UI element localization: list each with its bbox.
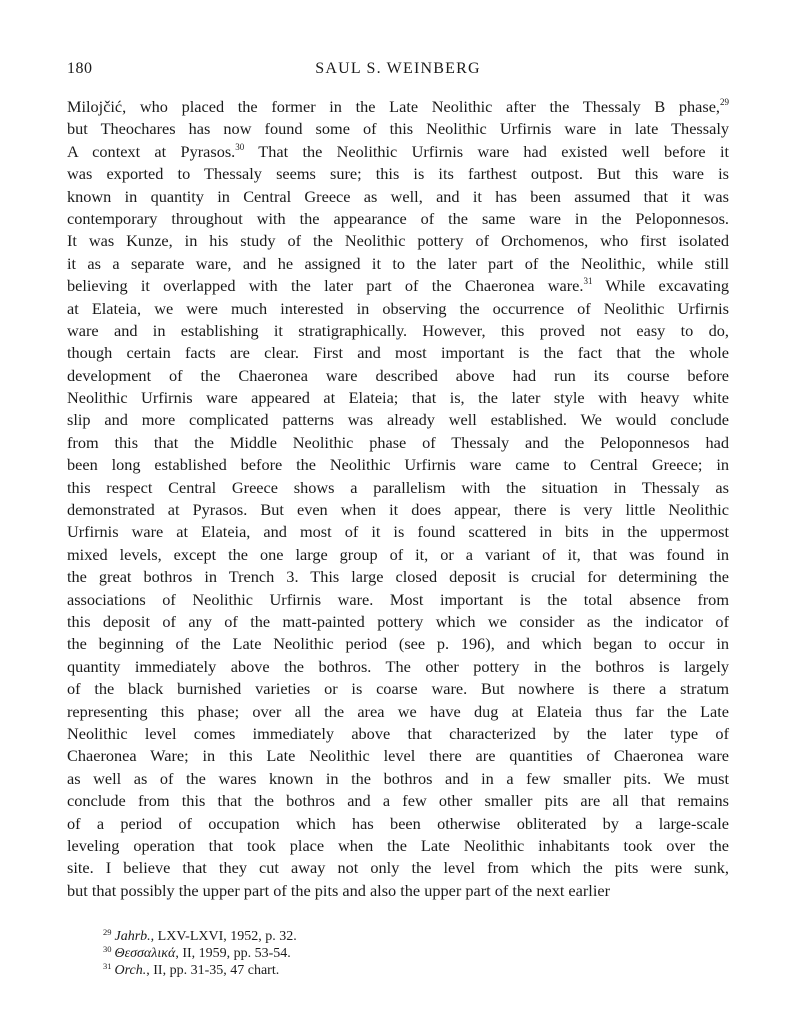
line-text: it as a separate ware, and he assigned it to the later part of the Neolithic, while still <box>67 253 729 273</box>
footnote-number: 31 <box>103 961 112 972</box>
line-text: was exported to Thessaly seems sure; this is its farthest outpost. But this ware is <box>67 164 729 184</box>
text-line <box>67 342 729 364</box>
text-line <box>67 768 729 790</box>
text-line <box>67 163 729 185</box>
line-text: this deposit of any of the matt-painted pottery which we consider as the indicator of <box>67 611 729 631</box>
line-text: Milojčić, who placed the former in the Late Neolithic after the Thessaly B phase, <box>67 97 720 116</box>
text-line <box>67 521 729 543</box>
line-text: representing this phase; over all the area we have dug at Elateia thus far the Late <box>67 701 729 721</box>
line-text: but Theochares has now found some of this Neolithic Urfirnis ware in late Thessaly <box>67 119 729 139</box>
line-text: this respect Central Greece shows a parallelism with the situation in Thessaly as <box>67 477 729 497</box>
line-text: Neolithic level comes immediately above that characterized by the later type of <box>67 723 729 743</box>
text-line <box>67 141 729 163</box>
text-line <box>67 544 729 566</box>
footnote-number: 30 <box>103 944 112 955</box>
text-line <box>67 678 729 700</box>
line-text: of a period of occupation which has been otherwise obliterated by a large-scale <box>67 813 729 833</box>
footnote-reference[interactable]: 31 <box>583 276 593 287</box>
text-line <box>67 880 729 902</box>
text-line <box>67 298 729 320</box>
line-text-continued: While excavating <box>592 276 729 296</box>
line-text: of the black burnished varieties or is coarse ware. But nowhere is there a stratum <box>67 679 729 699</box>
line-text: A context at Pyrasos. <box>67 141 236 161</box>
text-line <box>67 723 729 745</box>
line-text: Chaeronea Ware; in this Late Neolithic level there are quantities of Chaeronea ware <box>67 746 729 766</box>
text-line <box>67 387 729 409</box>
footnote <box>103 962 729 979</box>
line-text: quantity immediately above the bothros. The other pottery in the bothros is largely <box>67 656 729 676</box>
text-line <box>67 701 729 723</box>
text-line <box>67 275 729 297</box>
text-line <box>67 589 729 611</box>
line-text-continued: That the Neolithic Urfirnis ware had existed well before it <box>244 141 730 161</box>
footnote-source-title: Orch. <box>114 963 147 979</box>
footnote <box>103 928 729 945</box>
footnote-citation: , II, pp. 31-35, 47 chart. <box>146 963 280 979</box>
line-text: at Elateia, we were much interested in observing the occurrence of Neolithic Urfirnis <box>67 298 729 318</box>
text-line <box>67 499 729 521</box>
line-text: leveling operation that took place when the Late Neolithic inhabitants took over the <box>67 835 729 855</box>
line-text: site. I believe that they cut away not only the level from which the pits were sunk, <box>67 858 729 878</box>
footnote-source-title: Θεσσαλικά <box>114 946 176 962</box>
running-title: SAUL S. WEINBERG <box>315 60 481 77</box>
line-text: associations of Neolithic Urfirnis ware. Most important is the total absence from <box>67 589 729 609</box>
text-line <box>67 118 729 140</box>
footnote-source-title: Jahrb. <box>114 929 151 945</box>
footnote-citation: , II, 1959, pp. 53-54. <box>175 946 291 962</box>
footnote-reference[interactable]: 30 <box>235 141 245 152</box>
body-text <box>67 96 729 902</box>
line-text: as well as of the wares known in the bothros and in a few smaller pits. We must <box>67 768 729 788</box>
text-line <box>67 477 729 499</box>
text-line <box>67 857 729 879</box>
text-line <box>67 745 729 767</box>
line-text: but that possibly the upper part of the pits and also the upper part of the next earlier <box>67 880 611 900</box>
footnote-number: 29 <box>103 927 112 938</box>
text-line <box>67 633 729 655</box>
line-text: demonstrated at Pyrasos. But even when it does appear, there is very little Neolithic <box>67 500 729 520</box>
line-text: conclude from this that the bothros and a few other smaller pits are all that remains <box>67 791 729 811</box>
page-number: 180 <box>67 60 93 77</box>
line-text: from this that the Middle Neolithic phase of Thessaly and the Peloponnesos had <box>67 432 729 452</box>
text-line <box>67 186 729 208</box>
text-line <box>67 96 729 118</box>
text-line <box>67 656 729 678</box>
line-text: slip and more complicated patterns was already well established. We would conclude <box>67 410 729 430</box>
line-text: ware and in establishing it stratigraphically. However, this proved not easy to do, <box>67 320 729 340</box>
footnote <box>103 945 729 962</box>
line-text: though certain facts are clear. First and most important is the fact that the whole <box>67 343 729 363</box>
text-line <box>67 320 729 342</box>
text-line <box>67 790 729 812</box>
line-text: believing it overlapped with the later part of the Chaeronea ware. <box>67 276 584 296</box>
line-text: It was Kunze, in his study of the Neolithic pottery of Orchomenos, who first isolated <box>67 231 729 251</box>
running-head <box>67 58 729 82</box>
line-text: been long established before the Neolithic Urfirnis ware came to Central Greece; in <box>67 455 729 475</box>
footnotes <box>67 928 729 979</box>
line-text: the beginning of the Late Neolithic period (see p. 196), and which began to occur in <box>67 634 729 654</box>
line-text: mixed levels, except the one large group of it, or a variant of it, that was found in <box>67 544 729 564</box>
text-line <box>67 409 729 431</box>
footnote-reference[interactable]: 29 <box>720 97 729 107</box>
text-line <box>67 432 729 454</box>
text-line <box>67 253 729 275</box>
text-line <box>67 835 729 857</box>
footnote-citation: , LXV-LXVI, 1952, p. 32. <box>150 929 297 945</box>
text-line <box>67 566 729 588</box>
text-line <box>67 208 729 230</box>
line-text: the great bothros in Trench 3. This large closed deposit is crucial for determining the <box>67 567 729 587</box>
text-line <box>67 611 729 633</box>
text-line <box>67 454 729 476</box>
line-text: known in quantity in Central Greece as well, and it has been assumed that it was <box>67 186 729 206</box>
page <box>67 58 729 979</box>
line-text: Urfirnis ware at Elateia, and most of it is found scattered in bits in the uppermost <box>67 522 729 542</box>
line-text: Neolithic Urfirnis ware appeared at Elateia; that is, the later style with heavy white <box>67 388 729 408</box>
text-line <box>67 813 729 835</box>
line-text: contemporary throughout with the appearance of the same ware in the Peloponnesos. <box>67 208 729 228</box>
text-line <box>67 230 729 252</box>
line-text: development of the Chaeronea ware described above had run its course before <box>67 365 729 385</box>
text-line <box>67 365 729 387</box>
